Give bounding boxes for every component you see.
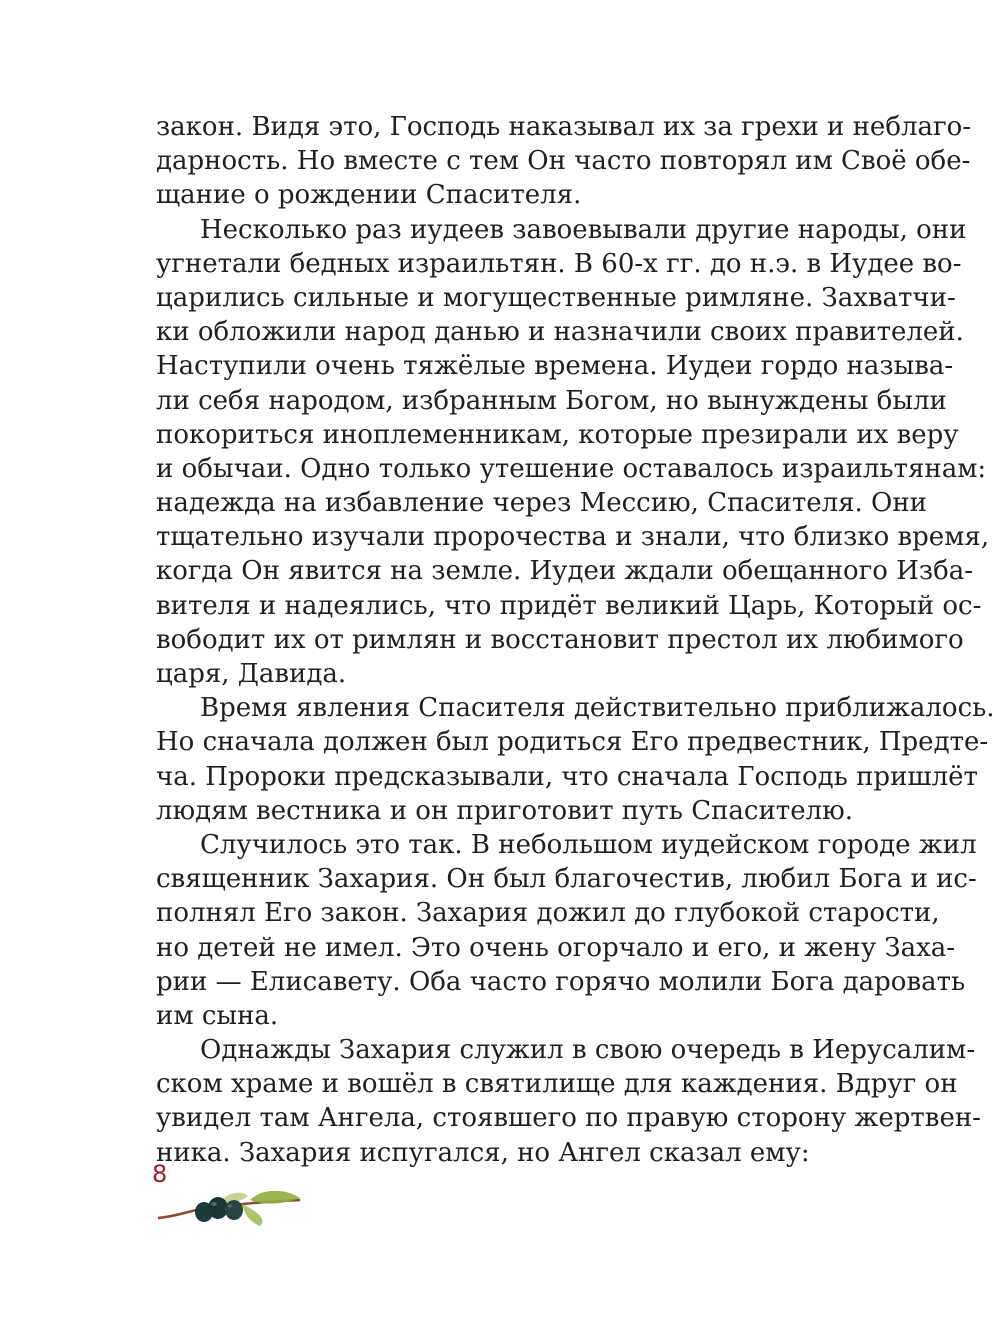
olive: [208, 1197, 228, 1219]
text-line: когда Он явится на земле. Иудеи ждали обещанного Изба-: [156, 556, 974, 587]
paragraph: [156, 110, 972, 213]
text-line: угнетали бедных израильтян. В 60-х гг. до н.э. в Иудее во-: [156, 248, 962, 279]
text-line: закон. Видя это, Господь наказывал их за грехи и неблаго-: [156, 112, 972, 142]
text-line: Но сначала должен был родиться Его предвестник, Предте-: [156, 727, 989, 758]
text-line: Однажды Захария служил в свою очередь в Иерусалим-: [200, 1035, 976, 1066]
text-line: Время явления Спасителя действительно приближалось.: [200, 693, 995, 724]
text-line: и обычаи. Одно только утешение оставалось израильтянам:: [156, 453, 987, 484]
body-text: [156, 110, 995, 1170]
text-line: Наступили очень тяжёлые времена. Иудеи гордо называ-: [156, 351, 954, 382]
text-line: дарность. Но вместе с тем Он часто повторял им Своё обе-: [156, 146, 971, 177]
leaf: [250, 1191, 300, 1204]
text-line: вободит их от римлян и восстановит престол их любимого: [156, 624, 964, 655]
text-line: рии — Елисавету. Оба часто горячо молили Бога даровать: [156, 966, 966, 997]
text-line: надежда на избавление через Мессию, Спасителя. Они: [156, 488, 928, 519]
text-line: людям вестника и он приготовит путь Спасителю.: [156, 795, 853, 826]
page-number: 8: [152, 1160, 168, 1188]
text-line: ча. Пророки предсказывали, что сначала Господь пришлёт: [156, 761, 978, 792]
olive-branch-icon: [150, 1186, 310, 1232]
text-line: царя, Давида.: [156, 659, 347, 689]
text-line: им сына.: [156, 1000, 279, 1031]
text-line: полнял Его закон. Захария дожил до глубокой старости,: [156, 898, 940, 929]
text-line: но детей не имел. Это очень огорчало и его, и жену Заха-: [156, 932, 956, 963]
text-line: священник Захария. Он был благочестив, любил Бога и ис-: [156, 864, 977, 895]
text-line: ки обложили народ данью и назначили своих правителей.: [156, 317, 964, 348]
text-line: Случилось это так. В небольшом иудейском городе жил: [200, 829, 977, 860]
paragraph: [156, 691, 995, 828]
text-line: покориться иноплеменникам, которые презирали их веру: [156, 419, 959, 450]
leaf: [242, 1204, 262, 1226]
paragraph: [156, 828, 977, 1033]
text-line: ли себя народом, избранным Богом, но вынуждены были: [156, 385, 947, 416]
text-line: Несколько раз иудеев завоевывали другие народы, они: [200, 214, 967, 245]
olive: [225, 1200, 243, 1220]
text-line: вителя и надеялись, что придёт великий Царь, Который ос-: [156, 590, 982, 621]
text-line: увидел там Ангела, стоявшего по правую сторону жертвен-: [156, 1103, 981, 1134]
paragraph: [156, 1033, 981, 1170]
text-line: ника. Захария испугался, но Ангел сказал ему:: [156, 1137, 810, 1168]
text-line: царились сильные и могущественные римляне. Захватчи-: [156, 282, 956, 313]
text-line: щание о рождении Спасителя.: [156, 180, 582, 211]
text-line: ском храме и вошёл в святилище для каждения. Вдруг он: [156, 1069, 958, 1100]
paragraph: [156, 213, 990, 692]
text-line: тщательно изучали пророчества и знали, что близко время,: [156, 522, 990, 553]
